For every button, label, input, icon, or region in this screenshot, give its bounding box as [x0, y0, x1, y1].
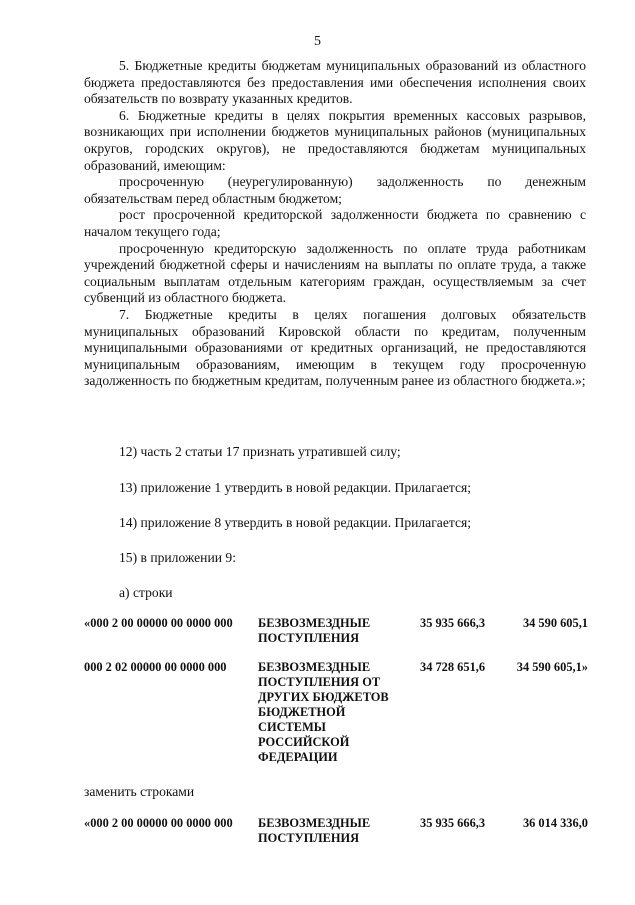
income-name: БЕЗВОЗМЕЗДНЫЕ ПОСТУПЛЕНИЯ: [258, 816, 371, 845]
value-year-2: 34 590 605,1: [522, 616, 588, 630]
paragraph-5: 5. Бюджетные кредиты бюджетам муниципальных образований из областного бюджета предоставляются без предоставления ими обеспечения исполнения своих обязательств по возврату указанных кредитов.: [84, 58, 586, 107]
item-13: 13) приложение 1 утвердить в новой редакции. Прилагается;: [119, 480, 472, 495]
value-year-2: 34 590 605,1»: [516, 660, 588, 674]
value-year-1: 34 728 651,6: [420, 660, 486, 674]
item-12: 12) часть 2 статьи 17 признать утратившей силу;: [119, 444, 401, 459]
paragraph-6-condition-3: просроченную кредиторскую задолженность по оплате труда работникам учреждений бюджетной сферы и начислениям на выплаты по оплате труда, а также социальным выплатам отдельным категориям граждан, осуществляемым за счет субвенций из областного бюджета.: [84, 240, 586, 306]
paragraph-6-condition-2: рост просроченной кредиторской задолженности бюджета по сравнению с началом текущего года;: [84, 207, 586, 239]
paragraph-6-condition-1: просроченную (неурегулированную) задолженность по денежным обязательствам перед областным бюджетом;: [84, 174, 586, 206]
budget-code: «000 2 00 00000 00 0000 000: [84, 816, 233, 830]
value-year-2: 36 014 336,0: [522, 816, 588, 830]
budget-code: 000 2 02 00000 00 0000 000: [84, 660, 227, 674]
paragraph-7: 7. Бюджетные кредиты в целях погашения долговых обязательств муниципальных образований Кировской области по кредитам, полученным муниципальными образованиями от кредитных организаций, не предоставляются муниципальным образованиям, имеющим в текущем году просроченную задолженность по бюджетным кредитам, полученным ранее из областного бюджета.»;: [84, 306, 586, 389]
income-name: БЕЗВОЗМЕЗДНЫЕ ПОСТУПЛЕНИЯ ОТ ДРУГИХ БЮДЖЕТОВ БЮДЖЕТНОЙ СИСТЕМЫ РОССИЙСКОЙ ФЕДЕРАЦИИ: [258, 660, 389, 764]
income-name: БЕЗВОЗМЕЗДНЫЕ ПОСТУПЛЕНИЯ: [258, 616, 371, 645]
page-number: 5: [314, 34, 321, 49]
item-14: 14) приложение 8 утвердить в новой редакции. Прилагается;: [119, 515, 472, 530]
item-15: 15) в приложении 9:: [119, 550, 236, 565]
replace-label: заменить строками: [84, 784, 195, 799]
value-year-1: 35 935 666,3: [420, 816, 486, 830]
item-a: а) строки: [119, 585, 173, 600]
body-text: [84, 58, 586, 390]
budget-code: «000 2 00 00000 00 0000 000: [84, 616, 233, 630]
value-year-1: 35 935 666,3: [420, 616, 486, 630]
paragraph-6: 6. Бюджетные кредиты в целях покрытия временных кассовых разрывов, возникающих при исполнении бюджетов муниципальных районов (муниципальных округов, городских округов), не предоставляются бюджетам муниципальных образований, имеющим:: [84, 107, 586, 173]
